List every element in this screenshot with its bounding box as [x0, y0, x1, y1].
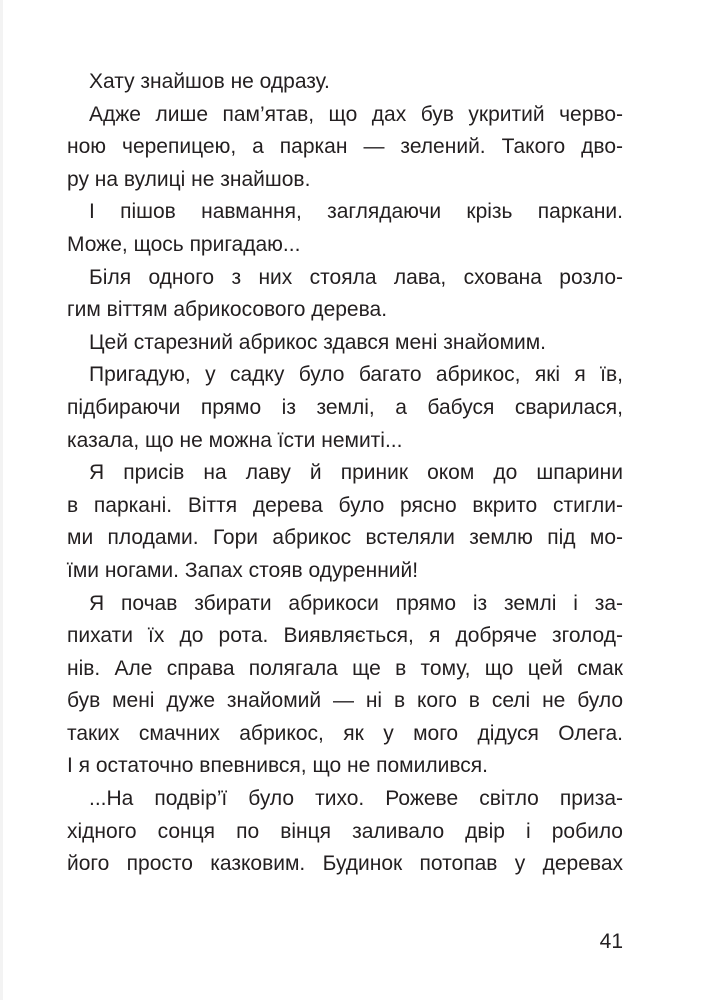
text-line: ру на вулиці не знайшов. — [67, 167, 311, 191]
paragraph — [67, 327, 623, 360]
paragraph — [67, 196, 623, 261]
text-line: Я почав збирати абрикоси прямо із землі і за- — [89, 591, 623, 615]
paragraph — [67, 783, 623, 881]
text-line: їми ногами. Запах стояв одуренний! — [67, 558, 419, 582]
text-line: Адже лише пам’ятав, що дах був укритий черво- — [89, 102, 623, 126]
paragraph — [67, 588, 623, 784]
text-line: ...На подвір’ї було тихо. Рожеве світло приза- — [89, 787, 623, 811]
text-line: його просто казковим. Будинок потопав у деревах — [67, 852, 623, 876]
text-line: Може, щось пригадаю... — [67, 232, 301, 256]
text-line: в паркані. Віття дерева було рясно вкрито стигли- — [67, 493, 623, 517]
text-line: гим віттям абрикосового дерева. — [67, 298, 388, 322]
text-line: Хату знайшов не одразу. — [89, 70, 330, 93]
text-line: нів. Але справа полягала ще в тому, що цей смак — [67, 656, 623, 680]
text-line: таких смачних абрикос, як у мого дідуся Олега. — [67, 721, 623, 745]
text-line: Цей старезний абрикос здався мені знайомим. — [89, 330, 547, 354]
text-line: Біля одного з них стояла лава, схована розло- — [89, 265, 623, 289]
text-line: І я остаточно впевнився, що не помилився. — [67, 754, 488, 778]
paragraph — [67, 99, 623, 197]
text-line: ми плодами. Гори абрикос встеляли землю під мо- — [67, 526, 623, 550]
text-line: казала, що не можна їсти немиті... — [67, 428, 403, 452]
paragraph — [67, 359, 623, 457]
page-number: 41 — [599, 930, 623, 953]
paragraph — [67, 66, 623, 99]
paragraph — [67, 262, 623, 327]
text-line: ною черепицею, а паркан — зелений. Такого дво- — [67, 135, 623, 159]
text-line: Я присів на лаву й приник оком до шпарини — [89, 461, 623, 485]
text-line: хідного сонця по вінця заливало двір і робило — [67, 819, 623, 843]
book-page-text — [67, 66, 623, 881]
text-line: підбираючи прямо із землі, а бабуся сварилася, — [67, 395, 623, 419]
text-line: Пригадую, у садку було багато абрикос, які я їв, — [89, 363, 623, 387]
text-line: пихати їх до рота. Виявляється, я добряче зголод- — [67, 624, 623, 648]
page-edge-shadow — [0, 0, 3, 1000]
text-line: І пішов навмання, заглядаючи крізь паркани. — [89, 200, 623, 224]
paragraph — [67, 457, 623, 587]
text-line: був мені дуже знайомий — ні в кого в селі не було — [67, 689, 623, 713]
